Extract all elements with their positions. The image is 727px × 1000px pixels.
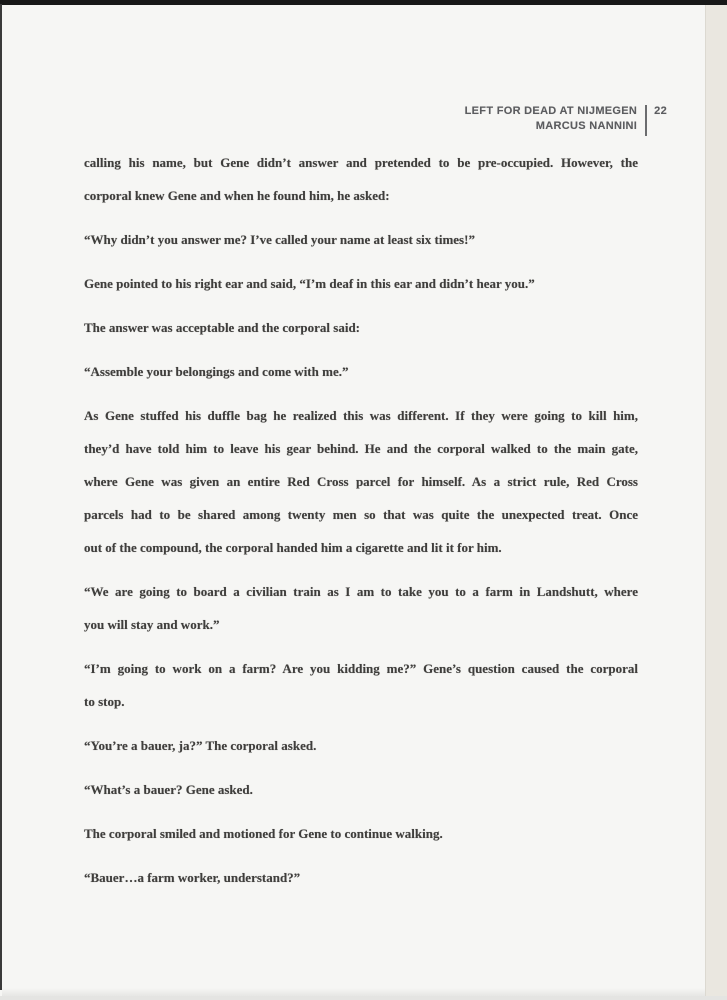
text-line: The corporal smiled and motioned for Gene to continue walking.: [84, 826, 443, 841]
text-line: “What’s a bauer? Gene asked.: [84, 782, 253, 797]
text-line: “Bauer…a farm worker, understand?”: [84, 870, 301, 885]
text-line: “You’re a bauer, ja?” The corporal asked.: [84, 738, 317, 753]
scan-top-edge: [0, 0, 727, 5]
book-title: LEFT FOR DEAD AT NIJMEGEN: [464, 105, 638, 117]
text-line: they’d have told him to leave his gear behind. He and the corporal walked to the main gate,: [84, 441, 638, 456]
paragraph: [84, 399, 638, 564]
text-line: you will stay and work.”: [84, 617, 220, 632]
paragraph: [84, 817, 638, 850]
scan-left-edge: [0, 4, 2, 990]
text-line: As Gene stuffed his duffle bag he realized this was different. If they were going to kill him,: [84, 408, 638, 423]
text-line: out of the compound, the corporal handed him a cigarette and lit it for him.: [84, 540, 502, 555]
text-line: “We are going to board a civilian train as I am to take you to a farm in Landshutt, where: [84, 584, 638, 599]
paragraph: [84, 652, 638, 718]
page-number: 22: [654, 105, 667, 117]
paragraph: [84, 729, 638, 762]
text-line: calling his name, but Gene didn’t answer and pretended to be pre-occupied. However, the: [84, 155, 638, 170]
text-line: corporal knew Gene and when he found him, he asked:: [84, 188, 390, 203]
paragraph: [84, 773, 638, 806]
paragraph: [84, 355, 638, 388]
header-divider-line: [645, 105, 647, 136]
scan-right-strip: [705, 5, 727, 1000]
text-line: “I’m going to work on a farm? Are you kidding me?” Gene’s question caused the corporal: [84, 661, 638, 676]
paragraph: [84, 223, 638, 256]
scan-bottom-edge: [0, 996, 727, 1000]
paragraph: [84, 861, 638, 894]
text-line: where Gene was given an entire Red Cross parcel for himself. As a strict rule, Red Cross: [84, 474, 638, 489]
author-name: MARCUS NANNINI: [535, 120, 638, 132]
running-head-text: [465, 104, 638, 134]
running-head: [465, 104, 667, 136]
text-line: “Why didn’t you answer me? I’ve called your name at least six times!”: [84, 232, 475, 247]
page-bottom-shadow: [2, 988, 705, 996]
paragraph: [84, 575, 638, 641]
text-line: “Assemble your belongings and come with me.”: [84, 364, 349, 379]
text-line: Gene pointed to his right ear and said, “I’m deaf in this ear and didn’t hear you.”: [84, 276, 535, 291]
text-line: The answer was acceptable and the corporal said:: [84, 320, 361, 335]
text-line: parcels had to be shared among twenty men so that was quite the unexpected treat. Once: [84, 507, 638, 522]
paragraph: [84, 311, 638, 344]
paragraph: [84, 267, 638, 300]
body-text: [84, 146, 638, 905]
paragraph: [84, 146, 638, 212]
text-line: to stop.: [84, 694, 125, 709]
